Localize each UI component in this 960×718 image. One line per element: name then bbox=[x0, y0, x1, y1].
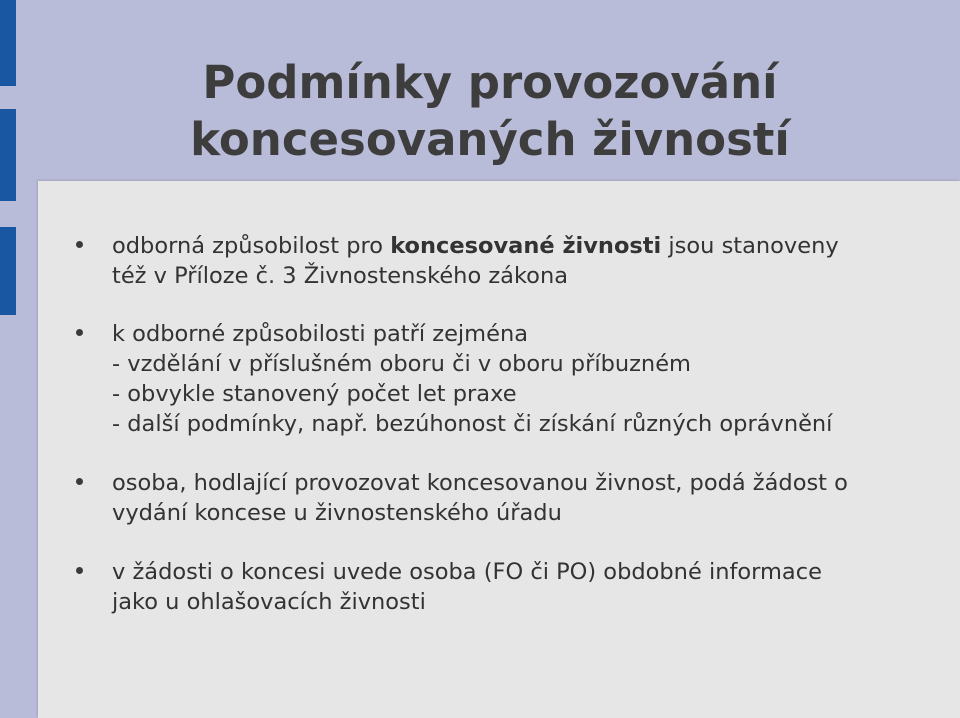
content-panel bbox=[38, 181, 960, 718]
bullet-line: osoba, hodlající provozovat koncesovanou živnost, podá žádost o bbox=[112, 470, 848, 496]
bullet-marker bbox=[76, 478, 83, 485]
decorative-stripe-top bbox=[0, 0, 16, 86]
bullet-line bbox=[112, 231, 922, 261]
bullet-line: v žádosti o koncesi uvede osoba (FO či PO) obdobné informace bbox=[112, 559, 822, 585]
decorative-stripe-bottom bbox=[0, 227, 16, 315]
bullet-line: - vzdělání v příslušném oboru či v oboru příbuzném bbox=[112, 351, 691, 377]
bullet-text-part: jsou stanoveny bbox=[661, 233, 839, 259]
bullet-line: - obvykle stanovený počet let praxe bbox=[112, 381, 517, 407]
bullet-line: jako u ohlašovacích živnosti bbox=[112, 589, 426, 615]
bullet-line: též v Příloze č. 3 Živnostenského zákona bbox=[112, 263, 568, 289]
bullet-line: vydání koncese u živnostenského úřadu bbox=[112, 500, 562, 526]
bullet-text bbox=[112, 319, 922, 439]
bullet-text bbox=[112, 557, 922, 617]
bullet-line: k odborné způsobilosti patří zejména bbox=[112, 321, 528, 347]
slide-title-line-2: koncesovaných živností bbox=[190, 113, 790, 166]
bullet-text bbox=[112, 468, 922, 528]
slide-title bbox=[60, 54, 920, 168]
bullet-marker bbox=[76, 567, 83, 574]
bullet-marker bbox=[76, 329, 83, 336]
bullet-marker bbox=[76, 241, 83, 248]
bullet-text-part: odborná způsobilost pro bbox=[112, 233, 391, 259]
slide-title-line-1: Podmínky provozování bbox=[202, 56, 778, 109]
bullet-line: - další podmínky, např. bezúhonost či získání různých oprávnění bbox=[112, 411, 833, 437]
bullet-text bbox=[112, 231, 922, 291]
decorative-stripe-middle bbox=[0, 109, 16, 201]
bullet-text-bold: koncesované živnosti bbox=[390, 233, 662, 259]
